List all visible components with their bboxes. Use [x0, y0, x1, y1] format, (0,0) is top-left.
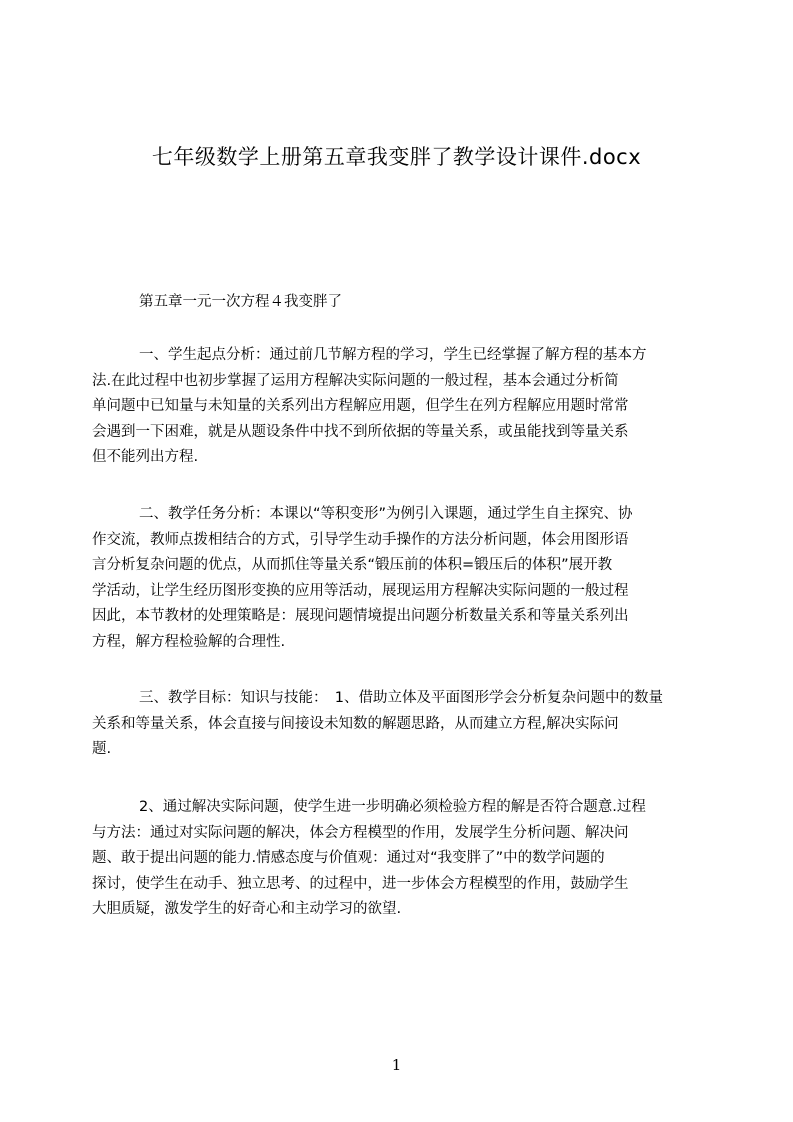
paragraph-line: 方程，解方程检验解的合理性. — [92, 633, 286, 650]
paragraph-line: 2、通过解决实际问题，使学生进一步明确必须检验方程的解是否符合题意.过程 — [139, 799, 646, 815]
paragraph-line: 题、敢于提出问题的能力.情感态度与价值观：通过对“我变胖了”中的数学问题的 — [92, 850, 605, 866]
paragraph-line: 但不能列出方程. — [92, 449, 199, 465]
paragraph-line: 三、教学目标：知识与技能： 1、借助立体及平面图形学会分析复杂问题中的数量 — [139, 690, 663, 706]
paragraph-line: 学活动，让学生经历图形变换的应用等活动，展现运用方程解决实际问题的一般过程 — [92, 582, 629, 599]
paragraph-process-methods — [92, 795, 704, 923]
paragraph-line: 因此，本节教材的处理策略是：展现问题情境提出问题分析数量关系和等量关系列出 — [92, 608, 629, 624]
paragraph-student-analysis — [92, 343, 704, 471]
paragraph-line: 法.在此过程中也初步掌握了运用方程解决实际问题的一般过程，基本会通过分析简 — [92, 372, 619, 389]
page-number: 1 — [391, 1056, 402, 1074]
paragraph-line: 言分析复杂问题的优点，从而抓住等量关系“锻压前的体积=锻压后的体积”展开教 — [92, 557, 613, 573]
paragraph-task-analysis — [92, 502, 704, 655]
paragraph-line: 作交流，教师点拨相结合的方式，引导学生动手操作的方法分析问题，体会用图形语 — [92, 531, 629, 548]
document-title: 七年级数学上册第五章我变胖了教学设计课件.docx — [151, 145, 642, 169]
paragraph-line: 探讨，使学生在动手、独立思考、的过程中，进一步体会方程模型的作用，鼓励学生 — [92, 875, 629, 892]
paragraph-line: 大胆质疑，激发学生的好奇心和主动学习的欲望. — [92, 901, 402, 917]
paragraph-line: 会遇到一下困难，就是从题设条件中找不到所依据的等量关系，或虽能找到等量关系 — [92, 423, 629, 440]
paragraph-line: 二、教学任务分析：本课以“等积变形”为例引入课题，通过学生自主探究、协 — [139, 506, 633, 522]
paragraph-teaching-goals — [92, 686, 704, 763]
paragraph-line: 与方法：通过对实际问题的解决，体会方程模型的作用，发展学生分析问题、解决问 — [92, 824, 629, 841]
paragraph-line: 单问题中已知量与未知量的关系列出方程解应用题，但学生在列方程解应用题时常常 — [92, 398, 629, 414]
chapter-heading: 第五章一元一次方程４我变胖了 — [139, 294, 342, 310]
paragraph-line: 题. — [92, 741, 112, 757]
paragraph-line: 关系和等量关系，体会直接与间接设未知数的解题思路，从而建立方程,解决实际问 — [92, 715, 619, 732]
paragraph-line: 一、学生起点分析：通过前几节解方程的学习，学生已经掌握了解方程的基本方 — [139, 347, 647, 363]
